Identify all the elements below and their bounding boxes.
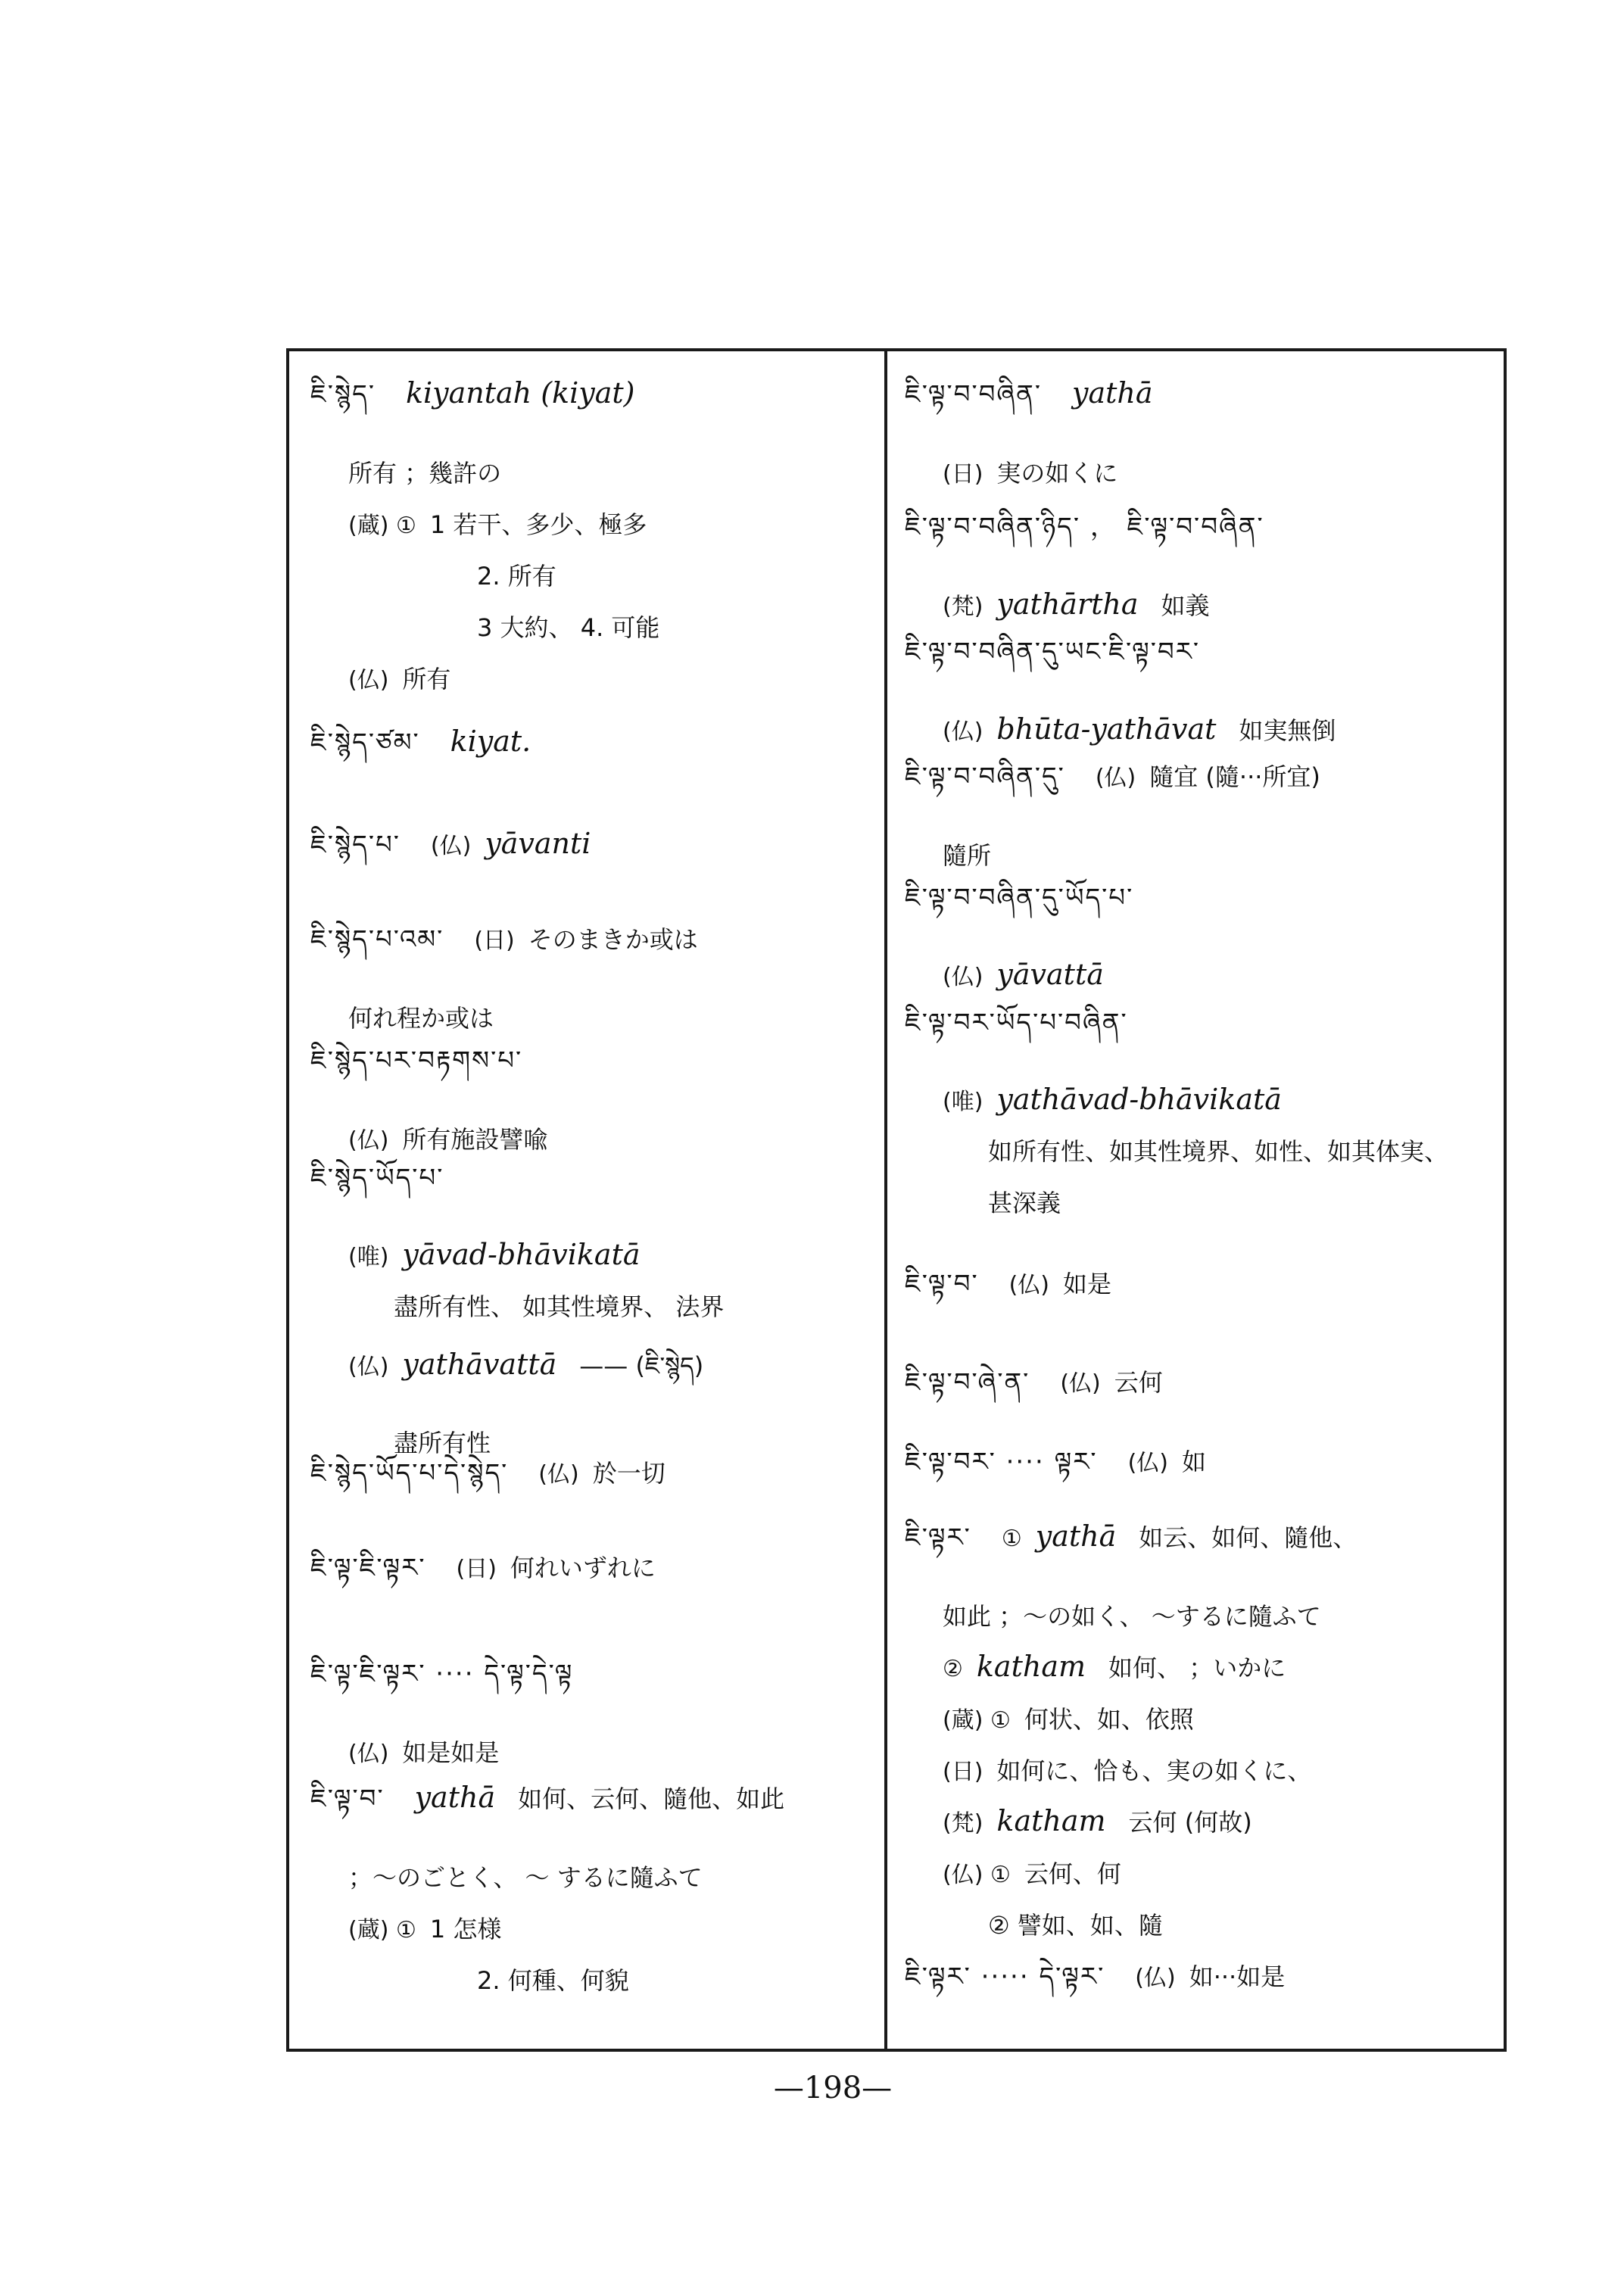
japanese-gloss: —— (ཇི་སྙེད) (579, 1351, 704, 1380)
dictionary-entry (310, 1149, 874, 1476)
japanese-gloss: ② 譬如、如、隨 (988, 1911, 1163, 1940)
source-tag: (梵) (943, 1810, 983, 1837)
entry-headword-line (310, 910, 874, 983)
tibetan-headword: ཇི་ལྟ་བ་བཞིན་ཉིད་ ， ཇི་ལྟ་བ་བཞིན་ (905, 512, 1264, 542)
japanese-gloss: ；～のごとく、 ～ するに隨ふて (348, 1863, 703, 1892)
tibetan-headword: ཇི་ལྟ་བ་ (310, 1784, 385, 1814)
tibetan-headword: ཇི་ལྟ་བ་ཞེ་ན་ (905, 1367, 1030, 1398)
japanese-gloss: 如是 (1063, 1270, 1112, 1298)
source-tag: ① (1001, 1526, 1022, 1552)
entry-headword-line (905, 1508, 1503, 1581)
column-divider (884, 351, 887, 2052)
japanese-gloss: 盡所有性 (394, 1429, 491, 1457)
japanese-gloss: 実の如くに (996, 459, 1118, 488)
sanskrit-romanization: bhūta-yathāvat (996, 712, 1217, 746)
source-tag: (仏) (1008, 1272, 1049, 1298)
tibetan-headword: ཇི་སྙེད་པར་བརྟགས་པ་ (310, 1046, 523, 1076)
japanese-gloss: 1 怎様 (429, 1915, 502, 1943)
japanese-gloss: 何れ程か或は (348, 1004, 494, 1033)
entry-gloss-line (310, 1339, 874, 1407)
source-tag: (梵) (943, 594, 983, 620)
japanese-gloss: 如何に、恰も、実の如くに、 (996, 1756, 1312, 1785)
entry-headword-line (310, 1538, 874, 1611)
sanskrit-romanization: katham (976, 1650, 1086, 1683)
tibetan-headword: ཇི་ལྟ་བ་ (905, 1269, 979, 1299)
entry-gloss-line (905, 1133, 1503, 1167)
source-tag: ② (943, 1656, 963, 1682)
tibetan-headword: ཇི་སྙེད་ (310, 379, 376, 410)
source-tag: (仏) (348, 1741, 389, 1767)
source-tag: (仏) (348, 1354, 389, 1380)
entry-gloss-line (310, 1734, 874, 1769)
entry-gloss-line (310, 609, 874, 644)
japanese-gloss: 何状、如、依照 (1024, 1705, 1194, 1734)
entry-headword-line (310, 365, 874, 438)
japanese-gloss: 隨所 (943, 841, 992, 870)
entry-gloss-line (905, 1803, 1503, 1838)
dictionary-entry (310, 1444, 874, 1533)
tibetan-headword: ཇི་ལྟར་ (905, 1523, 971, 1553)
tibetan-headword: ཇི་ལྟ་བར་ ···· ལྟར་ (905, 1447, 1098, 1477)
entry-gloss-line (905, 958, 1503, 991)
source-tag: (仏) (1127, 1450, 1168, 1476)
tibetan-headword: ཇི་ལྟ་བ་བཞིན་ (905, 379, 1042, 410)
source-tag: (蔵) ① (943, 1707, 1011, 1734)
tibetan-headword: ཇི་སྙེད་ཡོད་པ་དེ་སྙེད་ (310, 1458, 509, 1488)
entry-headword-line (905, 365, 1503, 438)
japanese-gloss: 如此 ；～の如く、 ～するに隨ふて (943, 1602, 1321, 1631)
source-tag: (日) (456, 1556, 497, 1582)
entry-headword-line (905, 868, 1503, 941)
japanese-gloss: 如何、 ；いかに (1108, 1653, 1286, 1682)
entry-gloss-line (905, 1083, 1503, 1116)
entry-headword-line (905, 1432, 1503, 1505)
entry-headword-line (310, 1149, 874, 1221)
dictionary-entry (905, 497, 1503, 638)
dictionary-entry (310, 713, 874, 803)
tibetan-headword: ཇི་སྙེད་པ་འམ་ (310, 924, 444, 955)
entry-headword-line (310, 1769, 874, 1842)
entry-gloss-line (905, 454, 1503, 489)
source-tag: (蔵) ① (348, 513, 416, 539)
dictionary-entry (905, 868, 1503, 1008)
source-tag: (仏) (538, 1461, 579, 1488)
dictionary-entry (905, 1508, 1503, 1958)
source-tag: (日) (943, 1759, 983, 1785)
dictionary-entry (905, 1255, 1503, 1344)
japanese-gloss: 於一切 (592, 1459, 665, 1488)
entry-gloss-line (310, 454, 874, 489)
sanskrit-romanization: yathāvad-bhāvikatā (996, 1083, 1282, 1116)
entry-gloss-line (905, 1597, 1503, 1632)
source-tag: (仏) (1135, 1965, 1176, 1991)
dictionary-entry (905, 747, 1503, 888)
entry-headword-line (905, 1353, 1503, 1426)
dictionary-entry (905, 622, 1503, 763)
entry-gloss-line (905, 712, 1503, 746)
japanese-gloss: 甚深義 (988, 1189, 1061, 1217)
entry-headword-line (310, 1644, 874, 1717)
sanskrit-romanization: katham (996, 1804, 1106, 1837)
dictionary-entry (310, 910, 874, 1051)
entry-gloss-line (905, 1906, 1503, 1941)
japanese-gloss: そのまきか或は (528, 925, 698, 954)
entry-gloss-line (310, 1859, 874, 1893)
source-tag: (仏) (348, 1127, 389, 1154)
japanese-gloss: 如云、如何、隨他、 (1139, 1523, 1357, 1552)
japanese-gloss: 所有施設譬喩 (402, 1125, 548, 1154)
sanskrit-romanization: yathā (1072, 376, 1153, 410)
dictionary-entry (905, 993, 1503, 1236)
entry-gloss-line (310, 1910, 874, 1945)
japanese-gloss: 2. 何種、何貌 (477, 1966, 629, 1995)
japanese-gloss: 如義 (1161, 591, 1210, 620)
entry-gloss-line (905, 1700, 1503, 1735)
source-tag: (仏) (1095, 765, 1136, 791)
japanese-gloss: 云何 (何故) (1128, 1808, 1252, 1837)
sanskrit-romanization: yathārtha (996, 588, 1139, 621)
source-tag: (仏) (348, 667, 389, 693)
japanese-gloss: 如 (1182, 1448, 1207, 1476)
source-tag: (仏) (1060, 1370, 1101, 1397)
entry-headword-line (905, 747, 1503, 820)
sanskrit-romanization: yāvad-bhāvikatā (402, 1238, 641, 1271)
tibetan-headword: ཇི་ལྟ་བ་བཞིན་དུ་ (905, 762, 1065, 792)
dictionary-entry (905, 1947, 1503, 2037)
source-tag: (蔵) ① (348, 1917, 416, 1943)
japanese-gloss: 3 大約、 4. 可能 (477, 613, 660, 642)
entry-gloss-line (905, 1855, 1503, 1890)
japanese-gloss: 何れいずれに (510, 1554, 656, 1582)
tibetan-headword: ཇི་སྙེད་ཡོད་པ་ (310, 1163, 444, 1193)
entry-headword-line (905, 1947, 1503, 2020)
source-tag: (日) (474, 927, 515, 954)
entry-headword-line (905, 1255, 1503, 1327)
japanese-gloss: 所有 ；幾許の (348, 459, 502, 488)
dictionary-entry (310, 1644, 874, 1785)
entry-gloss-line (905, 1184, 1503, 1219)
japanese-gloss: 如何、云何、隨他、如此 (518, 1784, 785, 1813)
japanese-gloss: 如是如是 (402, 1738, 500, 1767)
source-tag: (仏) ① (943, 1862, 1011, 1888)
entry-gloss-line (310, 1288, 874, 1323)
dictionary-entry (310, 1538, 874, 1628)
page-number: —198— (773, 2071, 893, 2105)
source-tag: (仏) (943, 718, 983, 745)
japanese-gloss: 盡所有性、 如其性境界、 法界 (394, 1292, 725, 1321)
entry-headword-line (310, 815, 874, 888)
dictionary-entry (310, 1769, 874, 2013)
entry-gloss-line (310, 557, 874, 592)
source-tag: (唯) (348, 1244, 389, 1270)
source-tag: (唯) (943, 1089, 983, 1115)
dictionary-entry (905, 1353, 1503, 1442)
entry-headword-line (310, 713, 874, 786)
sanskrit-romanization: yathā (414, 1781, 496, 1814)
japanese-gloss: 云何 (1114, 1368, 1163, 1397)
dictionary-entry (310, 365, 874, 712)
source-tag: (日) (943, 461, 983, 488)
tibetan-headword: ཇི་ལྟ་ཇི་ལྟར་ ···· དེ་ལྟ་དེ་ལྟ (310, 1659, 574, 1689)
tibetan-headword: ཇི་ལྟར་ ····· དེ་ལྟར་ (905, 1962, 1105, 1992)
dictionary-entry (310, 815, 874, 905)
tibetan-headword: ཇི་ལྟ་ཇི་ལྟར་ (310, 1553, 426, 1583)
sanskrit-romanization: yathā (1035, 1519, 1117, 1553)
sanskrit-romanization: yathāvattā (402, 1348, 557, 1381)
entry-headword-line (905, 497, 1503, 570)
entry-gloss-line (310, 1962, 874, 1996)
tibetan-headword: ཇི་སྙེད་ཙམ་ (310, 728, 420, 758)
tibetan-headword: ཇི་ལྟ་བ་བཞིན་དུ་ཡོད་པ་ (905, 883, 1134, 913)
entry-headword-line (905, 993, 1503, 1066)
entry-headword-line (905, 622, 1503, 695)
japanese-gloss: 隨宜 (隨···所宜) (1149, 762, 1320, 791)
sanskrit-romanization: kiyantah (kiyat) (405, 376, 635, 410)
entry-gloss-line (310, 999, 874, 1034)
entry-gloss-line (310, 1238, 874, 1271)
japanese-gloss: 如所有性、如其性境界、如性、如其体実、 (988, 1137, 1449, 1166)
sanskrit-romanization: yāvanti (485, 827, 591, 860)
entry-gloss-line (905, 1752, 1503, 1787)
japanese-gloss: 所有 (402, 665, 451, 693)
tibetan-headword: ཇི་ལྟ་བ་བཞིན་དུ་ཡང་ཇི་ལྟ་བར་ (905, 637, 1200, 667)
japanese-gloss: 如···如是 (1189, 1962, 1286, 1991)
entry-headword-line (310, 1444, 874, 1516)
sanskrit-romanization: yāvattā (996, 958, 1104, 991)
japanese-gloss: 云何、何 (1024, 1859, 1121, 1888)
dictionary-entry (905, 365, 1503, 506)
entry-gloss-line (905, 587, 1503, 622)
sanskrit-romanization: kiyat. (450, 725, 531, 758)
entry-headword-line (310, 1031, 874, 1104)
japanese-gloss: 如実無倒 (1239, 716, 1336, 745)
tibetan-headword: ཇི་ལྟ་བར་ཡོད་པ་བཞིན་ (905, 1008, 1128, 1038)
tibetan-headword: ཇི་སྙེད་པ་ (310, 830, 401, 860)
entry-gloss-line (310, 506, 874, 541)
entry-gloss-line (310, 660, 874, 695)
source-tag: (仏) (943, 964, 983, 990)
japanese-gloss: 2. 所有 (477, 562, 556, 591)
japanese-gloss: 1 若干、多少、極多 (429, 510, 647, 539)
entry-gloss-line (905, 837, 1503, 871)
entry-gloss-line (905, 1649, 1503, 1684)
source-tag: (仏) (430, 833, 472, 859)
